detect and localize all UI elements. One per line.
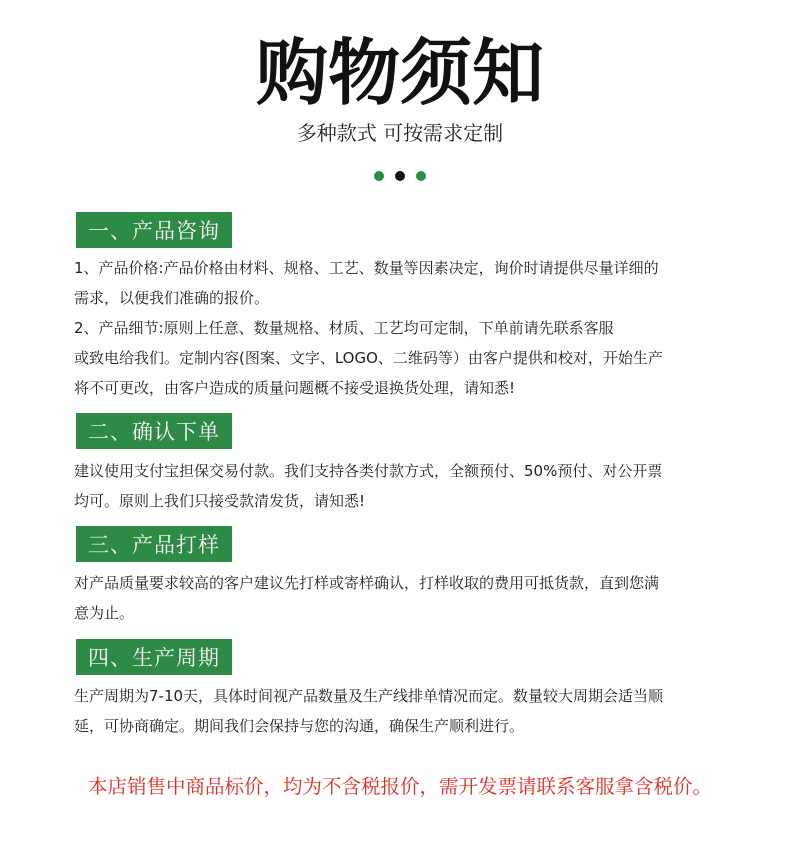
dot-left-icon <box>374 171 384 181</box>
dot-center-icon <box>395 171 405 181</box>
body-line: 建议使用支付宝担保交易付款。我们支持各类付款方式，全额预付、50%预付、对公开票 <box>74 462 663 480</box>
section-body-inquiry <box>74 253 744 403</box>
body-line: 或致电给我们。定制内容(图案、文字、LOGO、二维码等）由客户提供和校对，开始生产 <box>74 349 663 367</box>
body-line: 延，可协商确定。期间我们会保持与您的沟通，确保生产顺利进行。 <box>74 717 525 735</box>
body-line: 均可。原则上我们只接受款清发货，请知悉! <box>74 492 366 510</box>
tax-notice: 本店销售中商品标价，均为不含税报价，需开发票请联系客服拿含税价。 <box>87 775 712 798</box>
decorative-dots <box>0 171 800 181</box>
section-body-order <box>74 456 744 516</box>
body-line: 生产周期为7-10天，具体时间视产品数量及生产线排单情况而定。数量较大周期会适当顺 <box>74 687 664 705</box>
dot-right-icon <box>416 171 426 181</box>
body-line: 对产品质量要求较高的客户建议先打样或寄样确认，打样收取的费用可抵货款，直到您满 <box>74 574 660 592</box>
page-subtitle: 多种款式 可按需求定制 <box>296 121 504 145</box>
page-title: 购物须知 <box>255 31 544 115</box>
body-line: 将不可更改，由客户造成的质量问题概不接受退换货处理，请知悉! <box>74 379 516 397</box>
section-heading-sample: 三、产品打样 <box>76 526 232 562</box>
section-body-sample <box>74 568 744 628</box>
section-heading-order: 二、确认下单 <box>76 413 232 449</box>
body-line: 2、产品细节:原则上任意、数量规格、材质、工艺均可定制，下单前请先联系客服 <box>74 319 614 337</box>
body-line: 1、产品价格:产品价格由材料、规格、工艺、数量等因素决定，询价时请提供尽量详细的 <box>74 259 659 277</box>
section-heading-production: 四、生产周期 <box>76 639 232 675</box>
section-heading-inquiry: 一、产品咨询 <box>76 212 232 248</box>
section-body-production <box>74 681 744 741</box>
body-line: 意为止。 <box>74 604 135 622</box>
body-line: 需求，以便我们准确的报价。 <box>74 289 270 307</box>
